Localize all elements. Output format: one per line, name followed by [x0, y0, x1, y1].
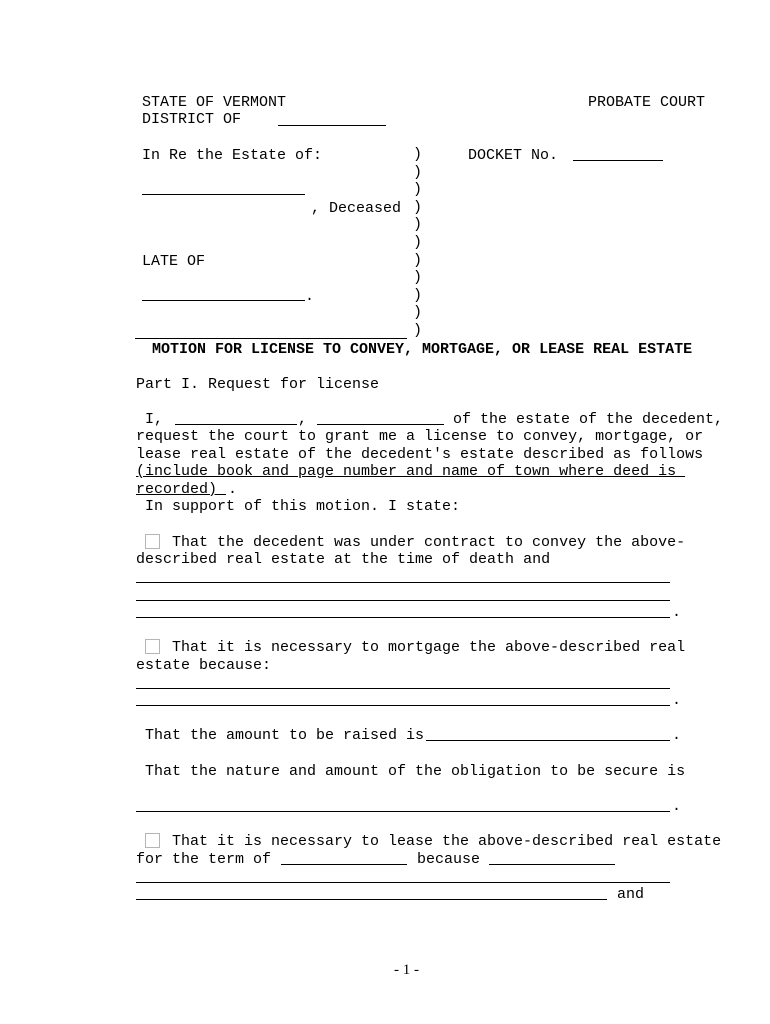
contract-blank-1[interactable] — [136, 582, 670, 583]
obligation-period: . — [672, 798, 682, 815]
state-name: STATE OF VERMONT — [142, 94, 287, 111]
amount-blank[interactable] — [426, 740, 670, 741]
request-line-3: lease real estate of the decedent's estate described as follows — [136, 446, 704, 463]
late-of-label: LATE OF — [142, 253, 206, 270]
mortgage-line-1: That it is necessary to mortgage the above-described real — [172, 639, 686, 656]
page-number: - 1 - — [394, 962, 419, 978]
lease-term-blank[interactable] — [281, 864, 407, 865]
decedent-name-blank[interactable] — [142, 194, 305, 195]
document-title: MOTION FOR LICENSE TO CONVEY, MORTGAGE, OR LEASE REAL ESTATE — [152, 341, 693, 358]
part-heading: Part I. Request for license — [136, 376, 380, 393]
amount-period: . — [672, 727, 682, 744]
amount-label: That the amount to be raised is — [145, 727, 425, 744]
lease-term-label: for the term of — [136, 851, 272, 868]
obligation-label: That the nature and amount of the obligation to be secure is — [145, 763, 686, 780]
in-re-label: In Re the Estate of: — [142, 147, 323, 164]
district-blank[interactable] — [278, 125, 386, 126]
contract-blank-2[interactable] — [136, 600, 670, 601]
late-of-blank[interactable] — [142, 300, 305, 301]
contract-line-2: described real estate at the time of death and — [136, 551, 551, 568]
district-label: DISTRICT OF — [142, 111, 242, 128]
support-statement: In support of this motion. I state: — [145, 498, 461, 515]
court-name: PROBATE COURT — [588, 94, 706, 111]
lease-line-1: That it is necessary to lease the above-described real estate — [172, 833, 722, 850]
caption-bottom-rule — [135, 338, 407, 339]
mortgage-blank-2[interactable] — [136, 705, 670, 706]
obligation-blank[interactable] — [136, 811, 670, 812]
lease-blank-2[interactable] — [136, 899, 607, 900]
intro-i: I, — [145, 411, 164, 428]
lease-and: and — [617, 886, 645, 903]
petitioner-name-blank[interactable] — [175, 424, 297, 425]
docket-blank[interactable] — [573, 160, 663, 161]
lease-blank-1[interactable] — [136, 882, 670, 883]
lease-because-label: because — [417, 851, 481, 868]
docket-label: DOCKET No. — [468, 147, 559, 164]
contract-blank-3[interactable] — [136, 617, 670, 618]
deceased-label: , Deceased — [311, 200, 402, 217]
caption-parentheses: ) ) ) ) ) ) ) ) ) ) ) — [413, 146, 423, 339]
contract-line-1: That the decedent was under contract to convey the above- — [172, 534, 686, 551]
mortgage-blank-1[interactable] — [136, 688, 670, 689]
intro-comma: , — [298, 411, 308, 428]
late-of-period: . — [305, 288, 315, 305]
contract-period: . — [672, 604, 682, 621]
request-line-2: request the court to grant me a license to convey, mortgage, or — [136, 428, 704, 445]
instruction-period: . — [228, 481, 238, 498]
petitioner-role-blank[interactable] — [317, 424, 444, 425]
lease-reason-blank[interactable] — [489, 864, 615, 865]
instruction-line-1: (include book and page number and name of town where deed is — [136, 463, 686, 480]
mortgage-line-2: estate because: — [136, 657, 272, 674]
contract-checkbox[interactable] — [145, 534, 160, 549]
mortgage-checkbox[interactable] — [145, 639, 160, 654]
intro-rest: of the estate of the decedent, — [453, 411, 724, 428]
lease-checkbox[interactable] — [145, 833, 160, 848]
mortgage-period: . — [672, 692, 682, 709]
instruction-line-2: recorded) — [136, 481, 227, 498]
